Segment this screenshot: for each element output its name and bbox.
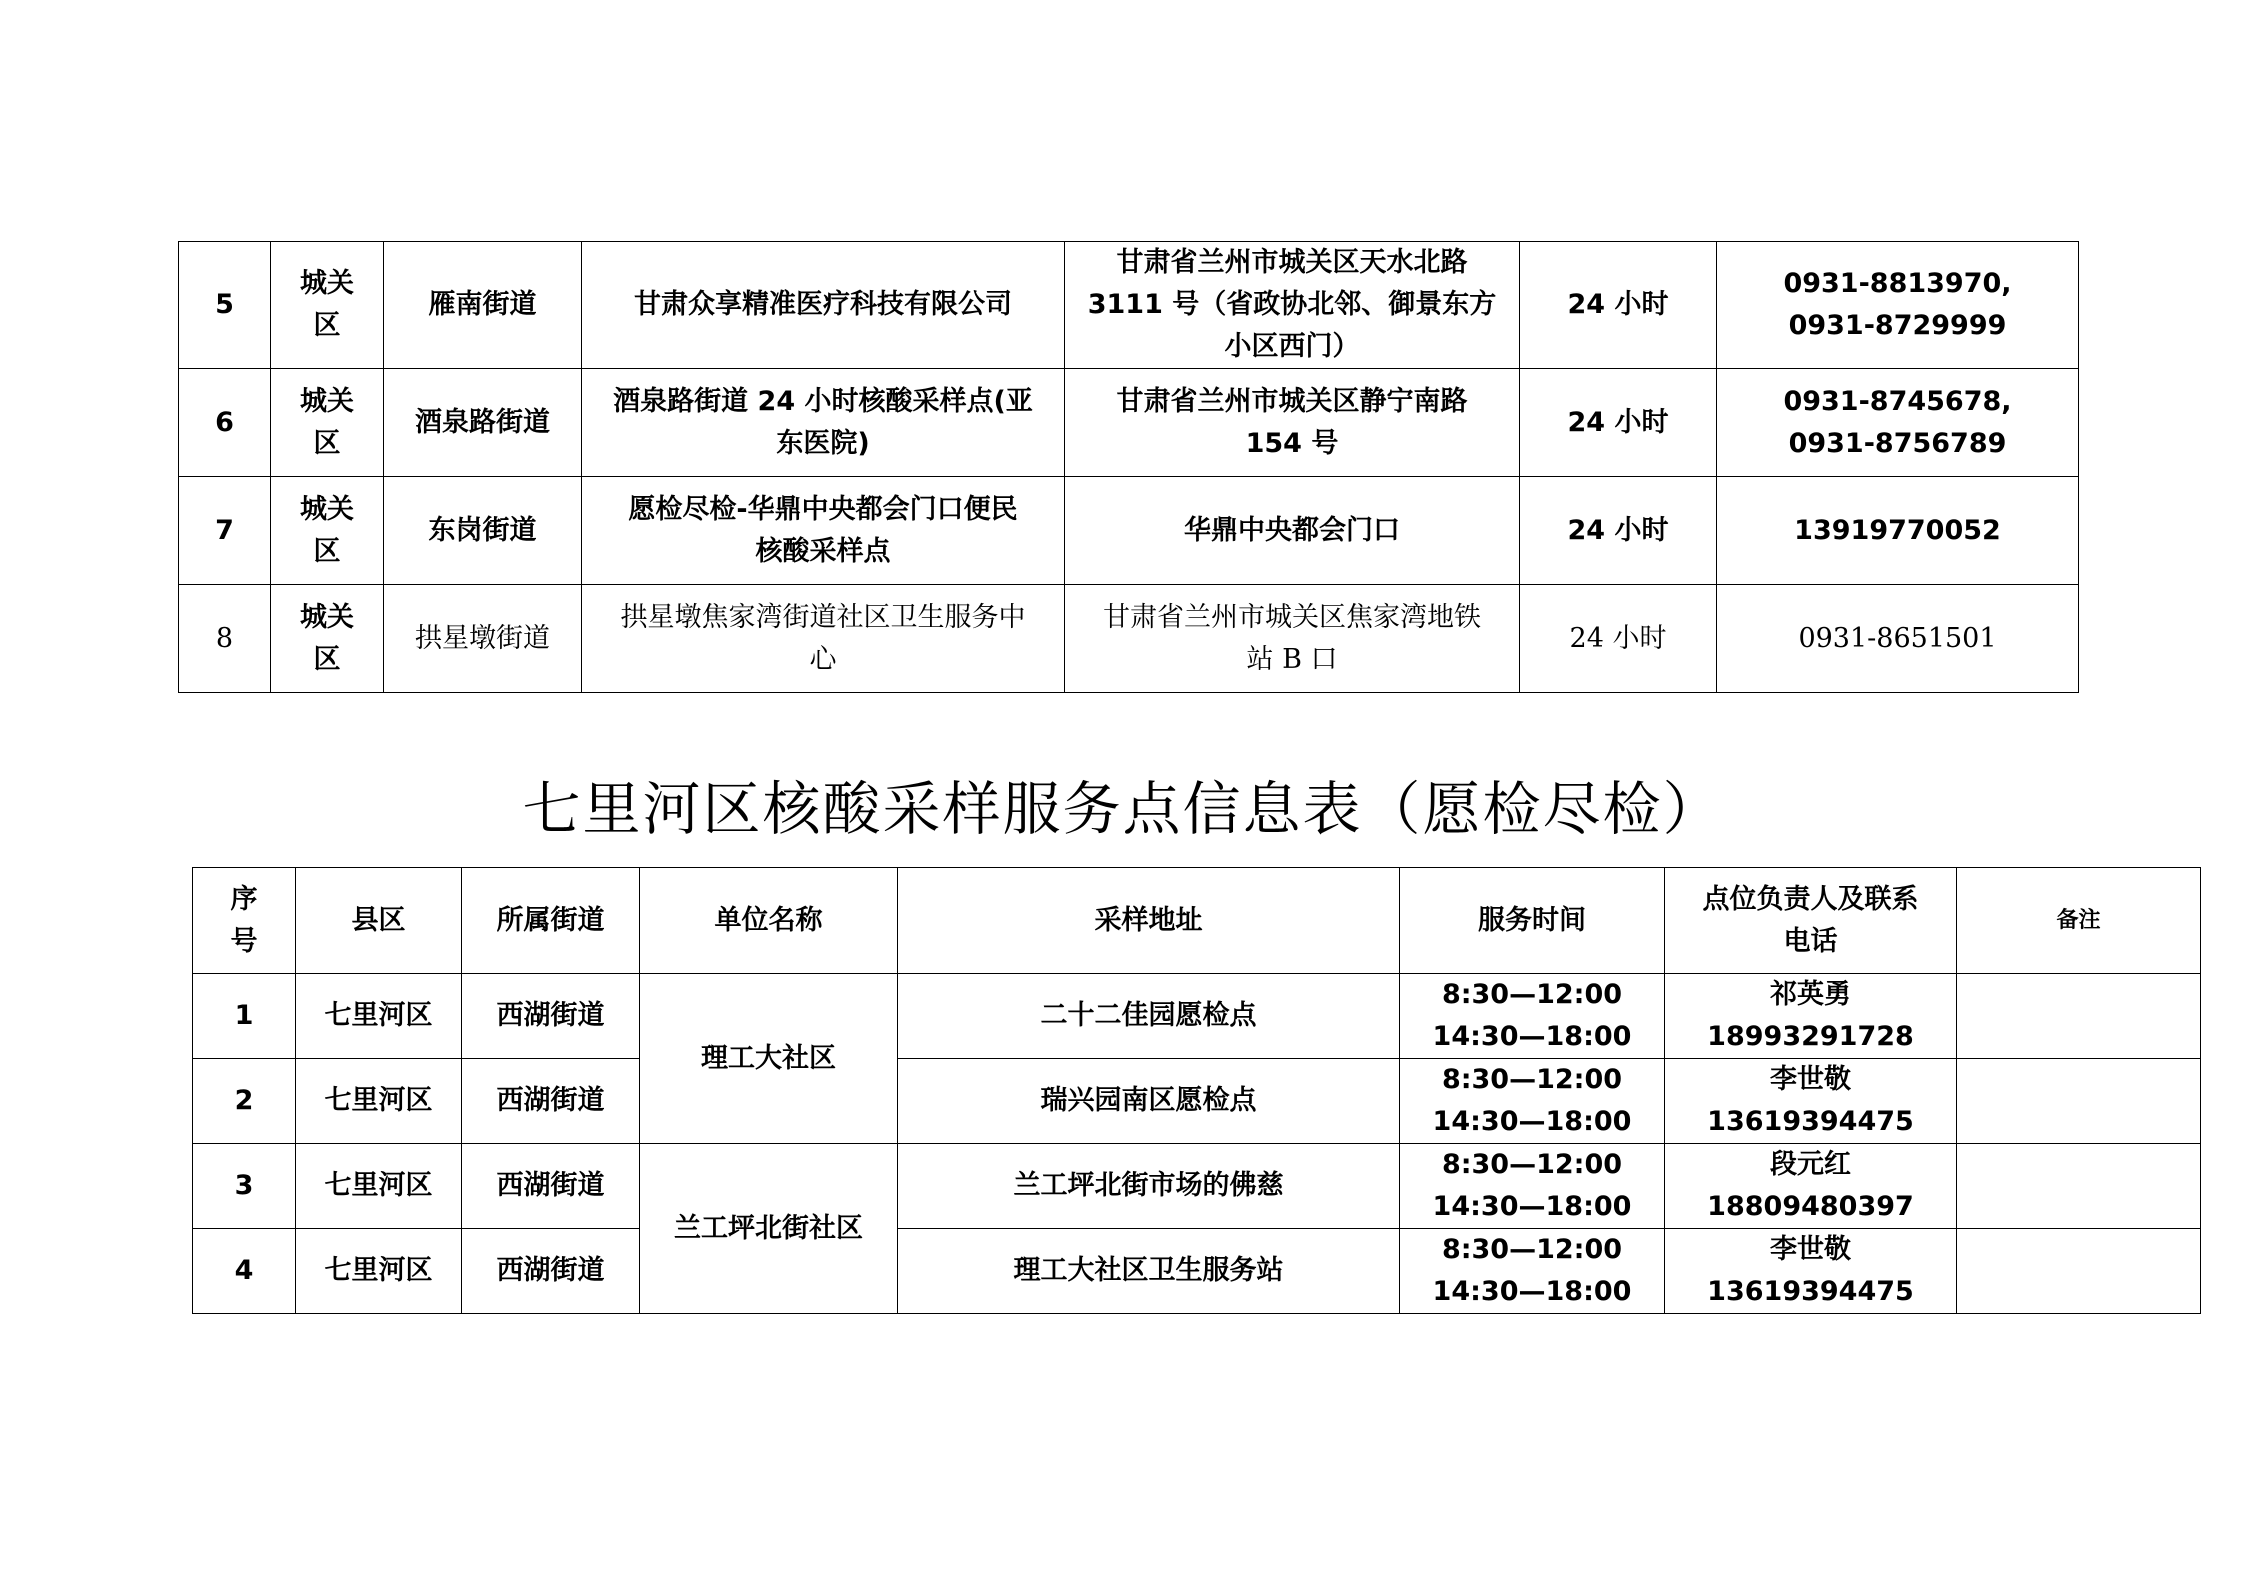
unit-cell: 甘肃众享精准医疗科技有限公司 <box>582 242 1065 369</box>
row-number: 3 <box>193 1144 296 1229</box>
district-cell: 七里河区 <box>296 1059 462 1144</box>
address-cell: 甘肃省兰州市城关区静宁南路 154 号 <box>1065 369 1520 477</box>
unit-cell: 酒泉路街道 24 小时核酸采样点(亚 东医院) <box>582 369 1065 477</box>
row-number: 7 <box>179 477 271 585</box>
header-street: 所属街道 <box>462 868 640 974</box>
remark-cell <box>1957 974 2201 1059</box>
qilihe-table <box>192 867 2201 1314</box>
street-cell: 酒泉路街道 <box>384 369 582 477</box>
remark-cell <box>1957 1144 2201 1229</box>
contact-cell: 祁英勇 18993291728 <box>1665 974 1957 1059</box>
table-row <box>193 1229 2201 1314</box>
hours-cell: 24 小时 <box>1520 369 1717 477</box>
contact-cell: 李世敬 13619394475 <box>1665 1059 1957 1144</box>
remark-cell <box>1957 1059 2201 1144</box>
row-number: 8 <box>179 585 271 693</box>
header-district: 县区 <box>296 868 462 974</box>
unit-cell: 愿检尽检-华鼎中央都会门口便民 核酸采样点 <box>582 477 1065 585</box>
street-cell: 西湖街道 <box>462 1229 640 1314</box>
header-remark: 备注 <box>1957 868 2201 974</box>
address-cell: 瑞兴园南区愿检点 <box>898 1059 1400 1144</box>
row-number: 1 <box>193 974 296 1059</box>
contact-cell: 段元红 18809480397 <box>1665 1144 1957 1229</box>
row-number: 2 <box>193 1059 296 1144</box>
address-cell: 华鼎中央都会门口 <box>1065 477 1520 585</box>
street-cell: 雁南街道 <box>384 242 582 369</box>
row-number: 5 <box>179 242 271 369</box>
phone-cell: 0931-8745678, 0931-8756789 <box>1717 369 2079 477</box>
header-hours: 服务时间 <box>1400 868 1665 974</box>
chengguan-table <box>178 241 2079 693</box>
district-cell: 城关 区 <box>271 369 384 477</box>
phone-cell: 0931-8651501 <box>1717 585 2079 693</box>
table-row <box>179 477 2079 585</box>
table-row <box>193 1144 2201 1229</box>
hours-cell: 8:30—12:00 14:30—18:00 <box>1400 1229 1665 1314</box>
street-cell: 西湖街道 <box>462 1144 640 1229</box>
table-header-row <box>193 868 2201 974</box>
hours-cell: 8:30—12:00 14:30—18:00 <box>1400 974 1665 1059</box>
hours-cell: 24 小时 <box>1520 242 1717 369</box>
header-address: 采样地址 <box>898 868 1400 974</box>
district-cell: 城关 区 <box>271 242 384 369</box>
hours-cell: 8:30—12:00 14:30—18:00 <box>1400 1059 1665 1144</box>
unit-cell: 拱星墩焦家湾街道社区卫生服务中 心 <box>582 585 1065 693</box>
address-cell: 二十二佳园愿检点 <box>898 974 1400 1059</box>
hours-cell: 8:30—12:00 14:30—18:00 <box>1400 1144 1665 1229</box>
table-row <box>179 242 2079 369</box>
phone-cell: 13919770052 <box>1717 477 2079 585</box>
header-contact: 点位负责人及联系 电话 <box>1665 868 1957 974</box>
address-cell: 甘肃省兰州市城关区焦家湾地铁 站 B 口 <box>1065 585 1520 693</box>
table-row <box>193 974 2201 1059</box>
hours-cell: 24 小时 <box>1520 477 1717 585</box>
remark-cell <box>1957 1229 2201 1314</box>
unit-cell: 兰工坪北街社区 <box>640 1144 898 1314</box>
contact-cell: 李世敬 13619394475 <box>1665 1229 1957 1314</box>
address-cell: 理工大社区卫生服务站 <box>898 1229 1400 1314</box>
hours-cell: 24 小时 <box>1520 585 1717 693</box>
street-cell: 西湖街道 <box>462 974 640 1059</box>
table-row <box>193 1059 2201 1144</box>
district-cell: 七里河区 <box>296 974 462 1059</box>
phone-cell: 0931-8813970, 0931-8729999 <box>1717 242 2079 369</box>
district-cell: 城关 区 <box>271 477 384 585</box>
table-row <box>179 369 2079 477</box>
address-cell: 甘肃省兰州市城关区天水北路 3111 号（省政协北邻、御景东方 小区西门） <box>1065 242 1520 369</box>
header-unit: 单位名称 <box>640 868 898 974</box>
street-cell: 东岗街道 <box>384 477 582 585</box>
row-number: 4 <box>193 1229 296 1314</box>
district-cell: 七里河区 <box>296 1229 462 1314</box>
table-row <box>179 585 2079 693</box>
unit-cell: 理工大社区 <box>640 974 898 1144</box>
district-cell: 城关 区 <box>271 585 384 693</box>
row-number: 6 <box>179 369 271 477</box>
page-title: 七里河区核酸采样服务点信息表（愿检尽检） <box>522 775 1723 843</box>
header-no: 序 号 <box>193 868 296 974</box>
street-cell: 西湖街道 <box>462 1059 640 1144</box>
street-cell: 拱星墩街道 <box>384 585 582 693</box>
district-cell: 七里河区 <box>296 1144 462 1229</box>
address-cell: 兰工坪北街市场的佛慈 <box>898 1144 1400 1229</box>
